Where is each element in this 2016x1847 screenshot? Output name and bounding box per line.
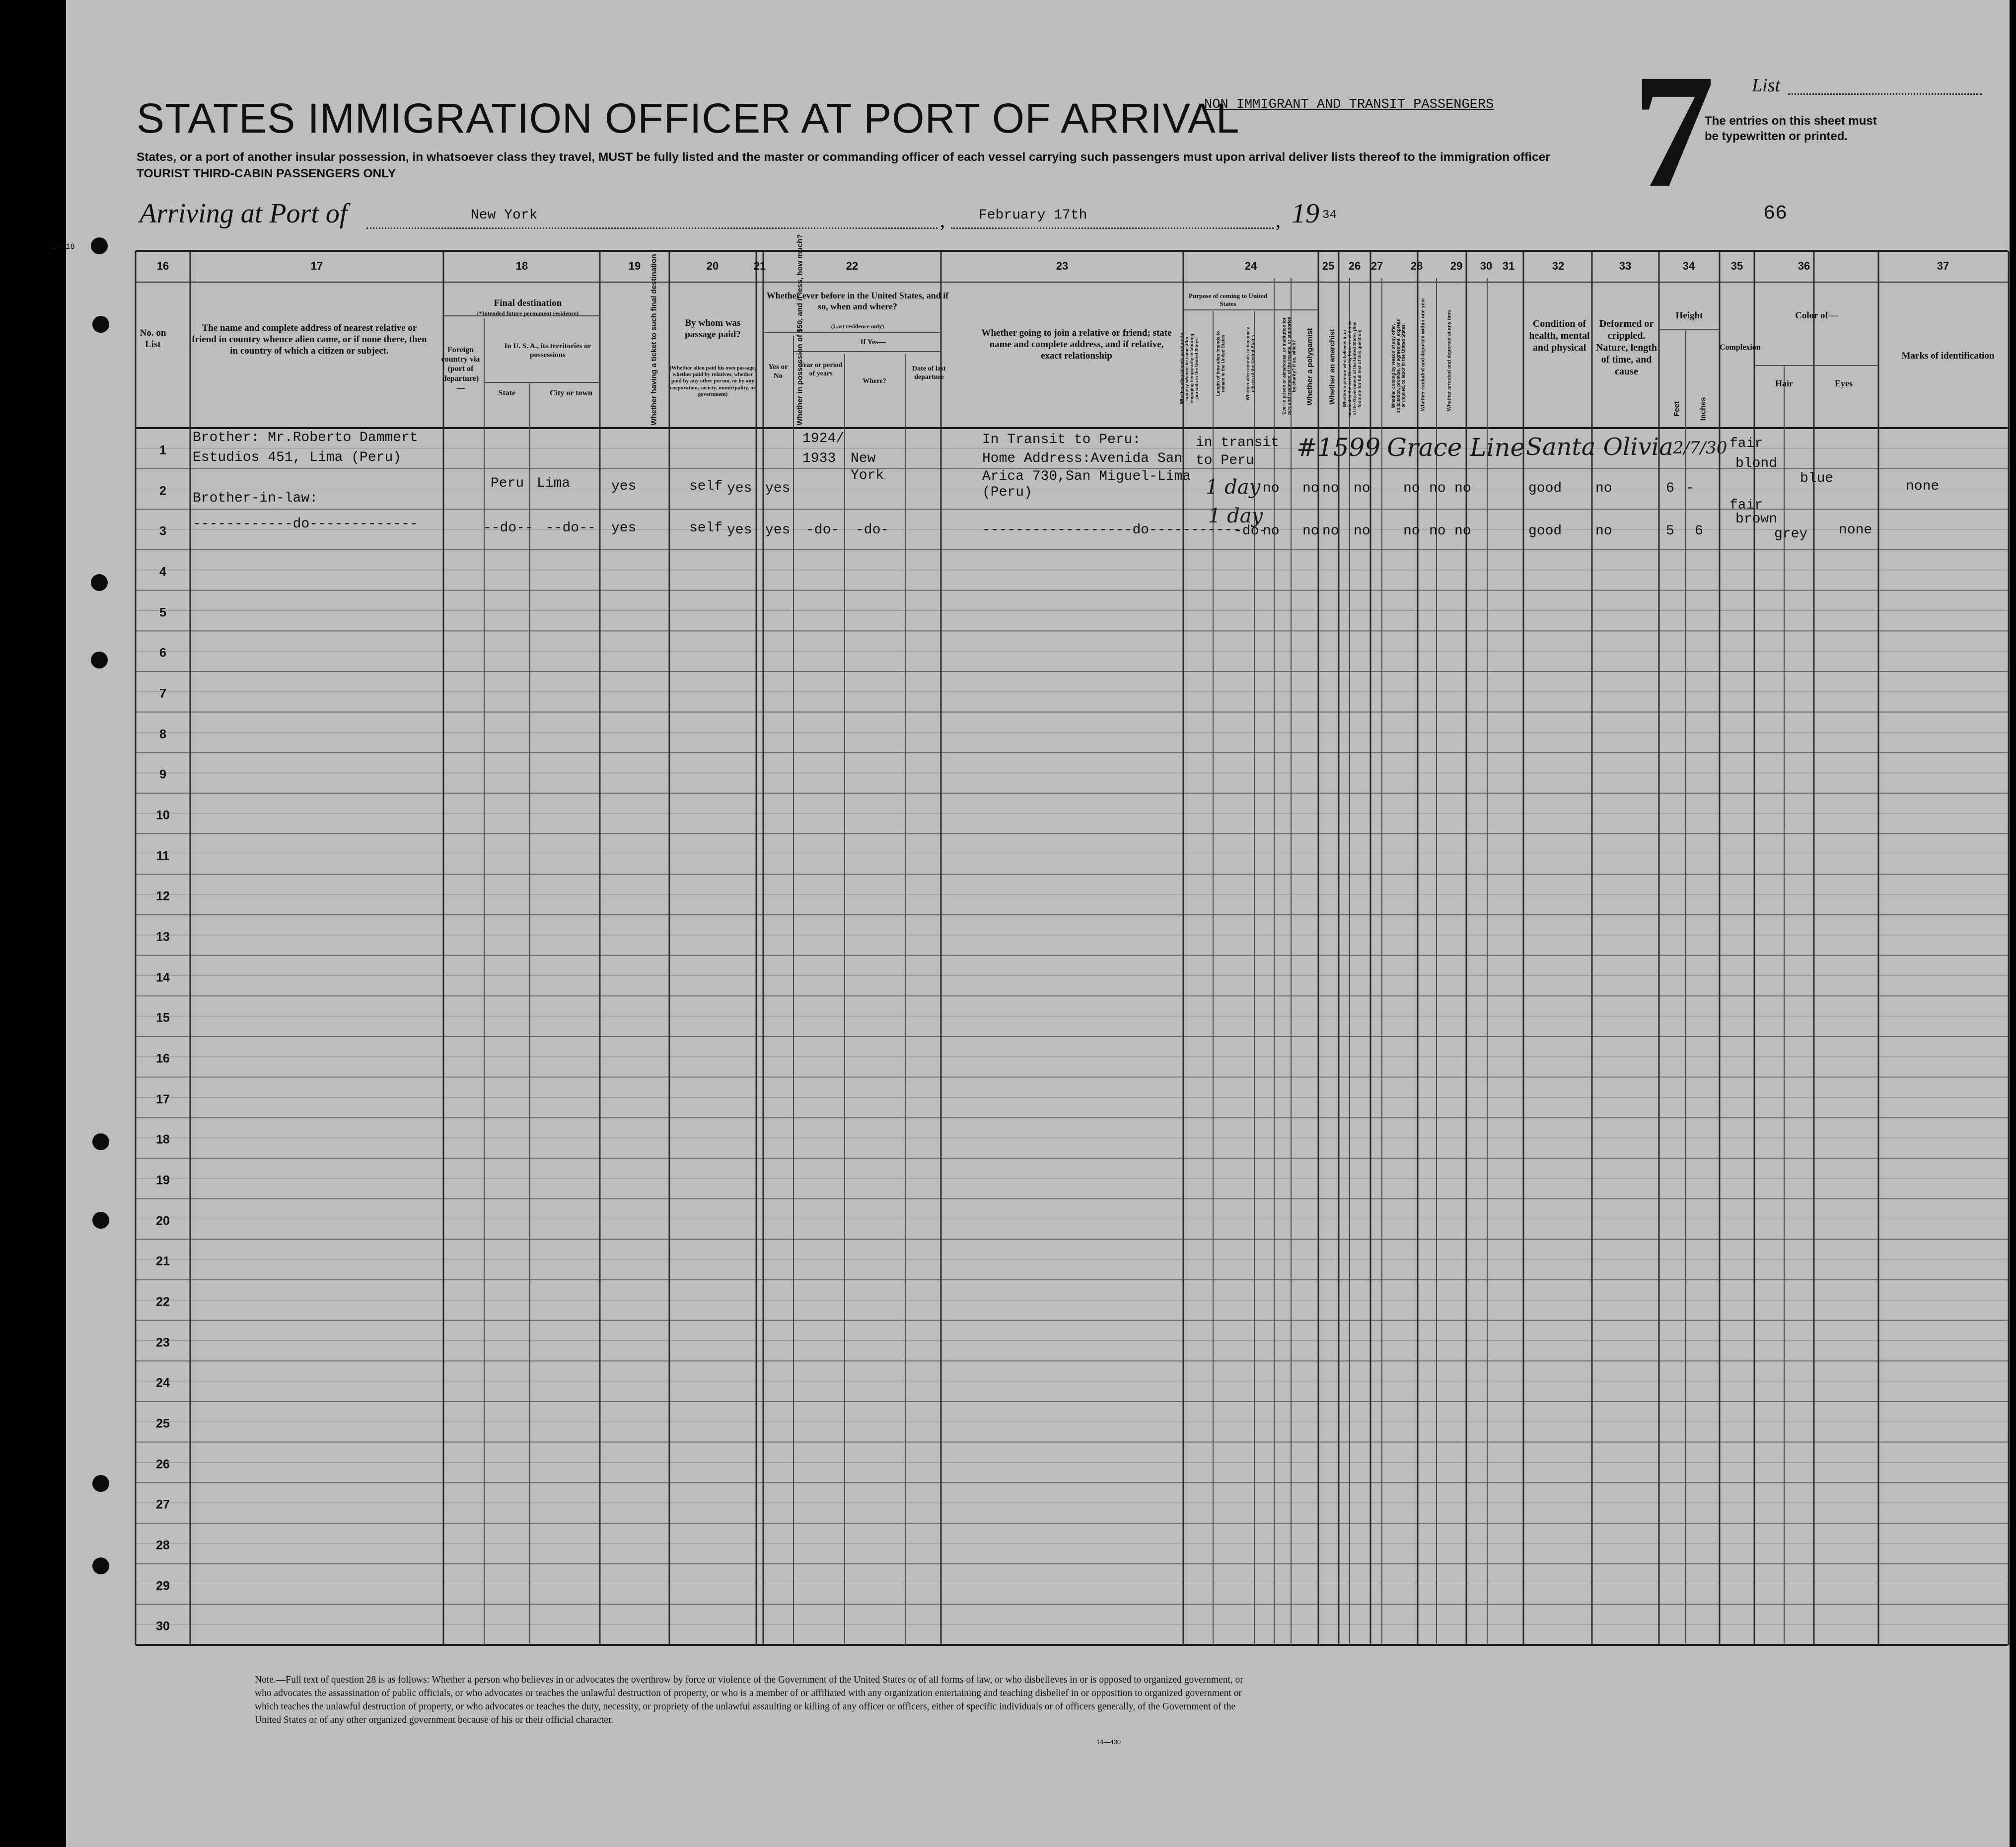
port-value: New York bbox=[471, 208, 538, 223]
row-number: 18 bbox=[156, 1132, 170, 1147]
entry2-city: --do-- bbox=[546, 520, 596, 536]
entry1-prison: no bbox=[1263, 481, 1280, 496]
header-foreign-country: Foreign country via (port of departure)— bbox=[441, 346, 480, 392]
entry1-before: yes bbox=[765, 481, 791, 496]
comma-1: , bbox=[940, 209, 945, 231]
row-number: 7 bbox=[159, 686, 166, 701]
header-hair: Hair bbox=[1775, 378, 1793, 388]
entry2-anarchist: no bbox=[1322, 523, 1339, 539]
row-number: 3 bbox=[159, 524, 166, 538]
binder-hole bbox=[91, 574, 108, 591]
binder-hole bbox=[92, 1212, 109, 1229]
handwritten-ship-name: Santa Olivia bbox=[1526, 433, 1673, 461]
entry1-offer: no bbox=[1403, 481, 1420, 496]
column-number: 23 bbox=[1056, 260, 1069, 272]
header-purpose: Purpose of coming to United States bbox=[1188, 292, 1268, 307]
entry2-overthrow: no bbox=[1354, 523, 1370, 539]
row-number: 20 bbox=[156, 1214, 170, 1228]
column-number: 37 bbox=[1937, 260, 1949, 272]
entry2-relative-line2: ------------do------------- bbox=[193, 517, 418, 532]
entry1-complexion: fair bbox=[1729, 436, 1763, 451]
page-subtitle: NON IMMIGRANT AND TRANSIT PASSENGERS bbox=[1204, 97, 1494, 112]
binder-hole bbox=[92, 1557, 109, 1574]
header-health: Condition of health, mental and physical bbox=[1529, 318, 1590, 353]
row-number: 21 bbox=[156, 1254, 170, 1268]
header-color-of: Color of— bbox=[1795, 310, 1838, 321]
entry1-city: Lima bbox=[537, 476, 571, 491]
header-prison: Ever in prison or almshouse, or institution for care and treatment of the insane, or supported by charity? If so, which? bbox=[1282, 316, 1296, 416]
entry2-polygamist: no bbox=[1302, 523, 1319, 539]
entry2-offer: no bbox=[1403, 523, 1420, 539]
header-date-departure: Date of last departure bbox=[912, 365, 946, 381]
handwritten-grace-line: Grace Line bbox=[1387, 433, 1525, 462]
row-number: 30 bbox=[156, 1619, 170, 1633]
column-number: 26 bbox=[1348, 260, 1361, 272]
entry2-feet: 5 bbox=[1666, 523, 1674, 539]
entry2-prison: no bbox=[1263, 523, 1280, 539]
header-state: State bbox=[498, 389, 516, 397]
entry2-join: ------------------do----------- bbox=[982, 522, 1241, 538]
row-number: 19 bbox=[156, 1173, 170, 1187]
header-ticket: Whether having a ticket to such final destination bbox=[649, 254, 658, 426]
sheet-number: 7 bbox=[1633, 41, 1715, 222]
table-grid bbox=[66, 0, 2010, 1847]
entry2-relative-line1: Brother-in-law: bbox=[193, 491, 318, 506]
entry1-polygamist: no bbox=[1302, 481, 1319, 496]
header-anarchist: Whether an anarchist bbox=[1328, 329, 1337, 405]
column-number: 29 bbox=[1450, 260, 1463, 272]
row-number: 13 bbox=[156, 930, 170, 944]
header-years: Year or period of years bbox=[799, 362, 843, 377]
entry2-ticket: yes bbox=[611, 520, 637, 536]
row-number: 25 bbox=[156, 1416, 170, 1431]
header-if-yes: If Yes— bbox=[860, 338, 886, 346]
entry1-excluded: no bbox=[1429, 481, 1446, 496]
entry2-years: -do- bbox=[806, 522, 840, 538]
handwritten-cert-number: #1599 bbox=[1296, 433, 1381, 462]
row-number: 16 bbox=[156, 1051, 170, 1066]
year-prefix: 19 bbox=[1292, 198, 1319, 229]
row-number: 29 bbox=[156, 1579, 170, 1593]
row-number: 10 bbox=[156, 808, 170, 822]
binder-hole bbox=[92, 316, 109, 333]
year-suffix: 34 bbox=[1322, 209, 1337, 222]
list-label: List bbox=[1752, 75, 1781, 96]
header-feet: Feet bbox=[1672, 401, 1681, 417]
header-polygamist: Whether a polygamist bbox=[1305, 328, 1314, 406]
arriving-label: Arriving at Port of bbox=[140, 198, 348, 229]
column-number: 17 bbox=[310, 260, 323, 272]
row-number: 23 bbox=[156, 1335, 170, 1349]
header-passage-paid: By whom was passage paid? bbox=[685, 318, 741, 340]
entry1-join-line3: Arica 730,San Miguel-Lima bbox=[982, 469, 1191, 484]
header-join-relative: Whether going to join a relative or friend; state name and complete address, and if relative, exact relationship bbox=[981, 328, 1172, 361]
entry2-marks: none bbox=[1839, 522, 1872, 538]
column-number: 24 bbox=[1244, 260, 1257, 272]
column-number: 31 bbox=[1502, 260, 1515, 272]
binder-hole bbox=[91, 237, 108, 254]
entry-instruction-line-1: The entries on this sheet must bbox=[1705, 114, 1877, 128]
entry1-join-line4: (Peru) bbox=[982, 485, 1032, 500]
form-code: 14-18 bbox=[51, 242, 75, 251]
column-number: 18 bbox=[515, 260, 528, 272]
column-number: 34 bbox=[1682, 260, 1695, 272]
entry2-arrested: no bbox=[1454, 523, 1471, 539]
entry1-inches: - bbox=[1686, 481, 1694, 496]
entry1-paid-by: self bbox=[689, 479, 723, 494]
column-number: 32 bbox=[1552, 260, 1565, 272]
header-city: City or town bbox=[550, 389, 592, 397]
column-number: 28 bbox=[1410, 260, 1423, 272]
page-number: 66 bbox=[1763, 203, 1788, 225]
entry1-join-line2: Home Address:Avenida San bbox=[982, 451, 1183, 466]
row-number: 12 bbox=[156, 889, 170, 903]
row-number: 28 bbox=[156, 1538, 170, 1552]
header-inches: Inches bbox=[1699, 397, 1708, 421]
manifest-sheet bbox=[51, 0, 2010, 1847]
row-number: 8 bbox=[159, 727, 166, 741]
entry2-deformed: no bbox=[1595, 523, 1612, 539]
column-number: 25 bbox=[1322, 260, 1335, 272]
header-final-destination-note: (*Intended future permanent residence) bbox=[477, 310, 579, 317]
header-no-on-list: No. on List bbox=[140, 328, 166, 350]
column-number: 22 bbox=[846, 260, 859, 272]
column-number: 19 bbox=[628, 260, 641, 272]
entry2-state: --do-- bbox=[483, 520, 533, 536]
header-relative: The name and complete address of nearest relative or friend in country whence alien came, or if none there, then in country of which a citizen or subject. bbox=[192, 323, 427, 356]
entry1-years-line1: 1924/ bbox=[802, 431, 845, 446]
header-deformed: Deformed or crippled. Nature, length of time, and cause bbox=[1596, 318, 1657, 377]
header-overthrow: Whether a person who believes in or advocates the overthrow by force or violence of the Government of the United States (See footnote for full text of this question) bbox=[1342, 320, 1362, 417]
column-number: 16 bbox=[156, 260, 169, 272]
header-complexion: Complexion bbox=[1720, 343, 1761, 352]
binder-hole bbox=[91, 652, 108, 668]
row-number: 1 bbox=[159, 443, 166, 457]
header-last-residence: (Last residence only) bbox=[831, 323, 884, 330]
row-number: 2 bbox=[159, 484, 166, 498]
entry2-complexion: fair bbox=[1729, 498, 1763, 513]
intro-line-1: States, or a port of another insular possession, in whatsoever class they travel, MUST be fully listed and the master or commanding officer of each vessel carrying such passengers must upon arrival deliver lists thereof to the immigration officer bbox=[137, 150, 1550, 164]
header-purpose-return: Whether alien intends to return to country whence he came after engaging temporarily in laboring pursuits in the United States bbox=[1179, 333, 1199, 405]
row-number: 22 bbox=[156, 1295, 170, 1309]
entry2-eyes: grey bbox=[1774, 526, 1808, 542]
header-offer: Whether coming by reason of any offer, solicitation, promise, or agreement, express or implied, to labor in the United States bbox=[1391, 319, 1406, 413]
entry1-deformed: no bbox=[1595, 481, 1612, 496]
entry2-paid-by: self bbox=[689, 520, 723, 536]
entry1-marks: none bbox=[1906, 479, 1940, 494]
question-28-footnote: Note.—Full text of question 28 is as follows: Whether a person who believes in or advocates the overthrow by force or violence of the Government of the United States or of all forms of law, or who disbelieves in or is opposed to organized government, or who advocates the assassination of public officials, or who advocates or teaches the unlawful destruction of property, or who is a member of or affiliated with any organization entertaining and teaching disbelief in or opposition to organized government or which teaches the unlawful destruction of property, or who advocates or teaches the duty, necessity, or propriety of the unlawful assaulting or killing of any officer or officers, either of specific individuals or of officers generally, of the Government of the United States or of any other organized government because of his or their official character. bbox=[255, 1675, 1243, 1725]
entry1-purpose-line2: to Peru bbox=[1196, 453, 1254, 468]
entry1-ticket: yes bbox=[611, 479, 637, 494]
entry1-length: 1 day bbox=[1206, 476, 1261, 499]
entry1-fifty: yes bbox=[727, 481, 752, 496]
entry2-purpose: -do- bbox=[1234, 523, 1268, 539]
entry-instruction-line-2: be typewritten or printed. bbox=[1705, 130, 1848, 144]
header-before-in-us: Whether ever before in the United States, and if so, when and where? bbox=[766, 291, 949, 311]
header-arrested: Whether arrested and deported at any time bbox=[1446, 310, 1452, 411]
header-yes-no: Yes or No bbox=[768, 363, 788, 380]
entry2-health: good bbox=[1528, 523, 1562, 539]
entry1-relative-line2: Estudios 451, Lima (Peru) bbox=[193, 450, 402, 465]
page-title: STATES IMMIGRATION OFFICER AT PORT OF ARRIVAL bbox=[137, 95, 1240, 142]
row-number: 11 bbox=[156, 849, 170, 863]
header-final-destination: Final destination bbox=[494, 298, 562, 308]
header-marks: Marks of identification bbox=[1901, 351, 1995, 361]
column-number: 21 bbox=[753, 260, 766, 272]
entry2-fifty: yes bbox=[727, 522, 752, 538]
intro-line-2: TOURIST THIRD-CABIN PASSENGERS ONLY bbox=[137, 167, 396, 181]
row-number: 4 bbox=[159, 565, 166, 579]
entry1-where-line1: New bbox=[851, 451, 876, 466]
entry1-overthrow: no bbox=[1354, 481, 1370, 496]
comma-2: , bbox=[1276, 209, 1281, 231]
row-number: 24 bbox=[156, 1376, 170, 1390]
entry1-purpose-line1: in transit bbox=[1196, 435, 1280, 450]
entry2-excluded: no bbox=[1429, 523, 1446, 539]
entry1-years-line2: 1933 bbox=[802, 451, 836, 466]
entry1-anarchist: no bbox=[1322, 481, 1339, 496]
entry1-arrested: no bbox=[1454, 481, 1471, 496]
column-number: 20 bbox=[706, 260, 719, 272]
handwritten-date-note: 2/7/30 bbox=[1673, 438, 1728, 458]
binder-hole bbox=[92, 1133, 109, 1150]
row-number: 5 bbox=[159, 605, 166, 619]
header-in-usa: In U. S. A., its territories or possessions bbox=[504, 342, 591, 359]
entry2-inches: 6 bbox=[1695, 523, 1703, 539]
row-number: 17 bbox=[156, 1092, 170, 1106]
entry2-where: -do- bbox=[856, 522, 889, 538]
form-number: 14—430 bbox=[1096, 1738, 1121, 1746]
header-fifty-dollars: Whether in possession of $50, and if less, how much? bbox=[795, 234, 804, 426]
column-number: 27 bbox=[1370, 260, 1383, 272]
row-number: 14 bbox=[156, 970, 170, 984]
column-number: 36 bbox=[1798, 260, 1810, 272]
entry1-eyes: blue bbox=[1800, 471, 1834, 486]
header-height: Height bbox=[1675, 310, 1703, 321]
entry1-where-line2: York bbox=[851, 468, 884, 483]
entry1-state: Peru bbox=[491, 476, 524, 491]
column-number: 30 bbox=[1480, 260, 1493, 272]
binder-hole bbox=[92, 1475, 109, 1492]
date-value: February 17th bbox=[979, 208, 1087, 223]
row-number: 27 bbox=[156, 1497, 170, 1512]
row-number: 15 bbox=[156, 1011, 170, 1025]
row-number: 26 bbox=[156, 1457, 170, 1471]
column-number: 33 bbox=[1619, 260, 1632, 272]
entry1-health: good bbox=[1528, 481, 1562, 496]
row-number: 6 bbox=[159, 646, 166, 660]
header-passage-note: (Whether alien paid his own passage, whether paid by relatives, whether paid by any other person, or by any corporation, society, municipality, or government) bbox=[669, 365, 756, 397]
entry1-join-line1: In Transit to Peru: bbox=[982, 432, 1141, 447]
row-number: 9 bbox=[159, 767, 166, 782]
column-number: 35 bbox=[1730, 260, 1743, 272]
header-eyes: Eyes bbox=[1835, 378, 1853, 388]
header-where: Where? bbox=[863, 377, 886, 385]
header-purpose-citizen: Whether alien intends to become a citizen of the United States bbox=[1245, 326, 1255, 401]
entry1-hair: blond bbox=[1735, 456, 1778, 471]
header-purpose-length: Length of time alien intends to remain in the United States bbox=[1216, 331, 1225, 396]
entry1-relative-line1: Brother: Mr.Roberto Dammert bbox=[193, 430, 418, 445]
entry2-length: 1 day bbox=[1208, 505, 1263, 527]
entry2-before: yes bbox=[765, 522, 791, 538]
header-excluded: Whether excluded and deported within one year bbox=[1420, 297, 1426, 411]
entry1-feet: 6 bbox=[1666, 481, 1674, 496]
entry2-hair: brown bbox=[1735, 512, 1778, 527]
